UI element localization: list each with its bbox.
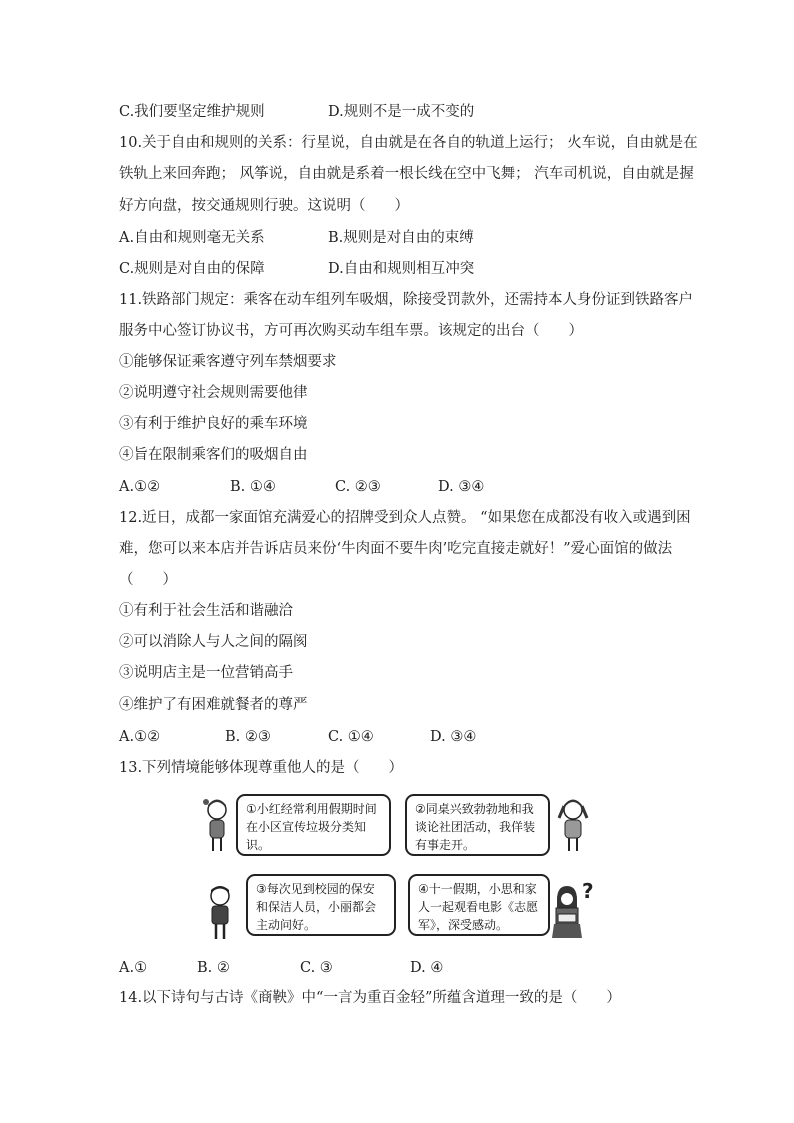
girl-with-book-icon (552, 878, 596, 942)
q13-option-c: C. ③ (300, 960, 333, 976)
speech-bubble-4: ④十一假期，小思和家人一起观看电影《志愿军》，深受感动。 (408, 874, 550, 936)
speech-bubble-2: ②同桌兴致勃勃地和我谈论社团活动，我佯装有事走开。 (405, 794, 550, 856)
q12-option-b: B. ②③ (225, 729, 271, 745)
q11-option-b: B. ①④ (230, 479, 276, 495)
q13-option-a: A.① (119, 960, 148, 976)
q12-item-1: ①有利于社会生活和谐融洽 (119, 603, 293, 619)
q13-option-d: D. ④ (410, 960, 444, 976)
q9-option-c: C.我们要坚定维护规则 (119, 104, 265, 120)
q10-stem-line2: 铁轨上来回奔跑； 风筝说，自由就是系着一根长线在空中飞舞； 汽车司机说，自由就是握 (119, 166, 694, 182)
q13-illustration (200, 790, 596, 946)
q11-stem-line1: 11.铁路部门规定：乘客在动车组列车吸烟，除接受罚款外，还需持本人身份证到铁路客户 (119, 292, 694, 308)
q10-option-a: A.自由和规则毫无关系 (119, 230, 265, 246)
q11-option-d: D. ③④ (438, 479, 485, 495)
q12-item-3: ③说明店主是一位营销高手 (119, 665, 293, 681)
speech-bubble-1: ①小红经常利用假期时间在小区宣传垃圾分类知识。 (236, 794, 391, 856)
q14-stem: 14.以下诗句与古诗《商鞅》中“一言为重百金轻”所蕴含道理一致的是（ ） (119, 990, 621, 1006)
boy-figure-icon (204, 882, 236, 942)
girl-figure-1-icon (202, 796, 232, 854)
svg-text:?: ? (582, 879, 594, 903)
q12-stem-line3: （ ） (119, 572, 177, 588)
q11-item-4: ④旨在限制乘客们的吸烟自由 (119, 447, 308, 463)
q13-option-b: B. ② (197, 960, 230, 976)
q12-option-c: C. ①④ (328, 729, 374, 745)
q10-stem-line3: 好方向盘，按交通规则行驶。这说明（ ） (119, 198, 409, 214)
girl-figure-2-icon (556, 796, 590, 854)
q13-stem: 13.下列情境能够体现尊重他人的是（ ） (119, 760, 404, 776)
q12-item-4: ④维护了有困难就餐者的尊严 (119, 697, 308, 713)
q9-option-d: D.规则不是一成不变的 (328, 104, 475, 120)
q11-item-3: ③有利于维护良好的乘车环境 (119, 416, 308, 432)
q12-stem-line1: 12.近日，成都一家面馆充满爱心的招牌受到众人点赞。 “如果您在成都没有收入或遇到困 (119, 510, 691, 526)
q12-item-2: ②可以消除人与人之间的隔阂 (119, 634, 308, 650)
q10-stem-line1: 10.关于自由和规则的关系：行星说，自由就是在各自的轨道上运行； 火车说，自由就是在 (119, 135, 698, 151)
q12-option-d: D. ③④ (430, 729, 477, 745)
q11-stem-line2: 服务中心签订协议书，方可再次购买动车组车票。该规定的出台（ ） (119, 323, 583, 339)
q11-option-c: C. ②③ (335, 479, 381, 495)
q10-option-c: C.规则是对自由的保障 (119, 261, 265, 277)
q11-item-2: ②说明遵守社会规则需要他律 (119, 385, 308, 401)
q11-option-a: A.①② (119, 479, 161, 495)
q10-option-b: B.规则是对自由的束缚 (328, 230, 474, 246)
speech-bubble-3: ③每次见到校园的保安和保洁人员，小丽都会主动问好。 (246, 874, 396, 936)
q12-stem-line2: 难，您可以来本店并告诉店员来份‘牛肉面不要牛肉’吃完直接走就好！”爱心面馆的做法 (119, 541, 673, 557)
q10-option-d: D.自由和规则相互冲突 (328, 261, 475, 277)
q12-option-a: A.①② (119, 729, 161, 745)
q11-item-1: ①能够保证乘客遵守列车禁烟要求 (119, 354, 337, 370)
